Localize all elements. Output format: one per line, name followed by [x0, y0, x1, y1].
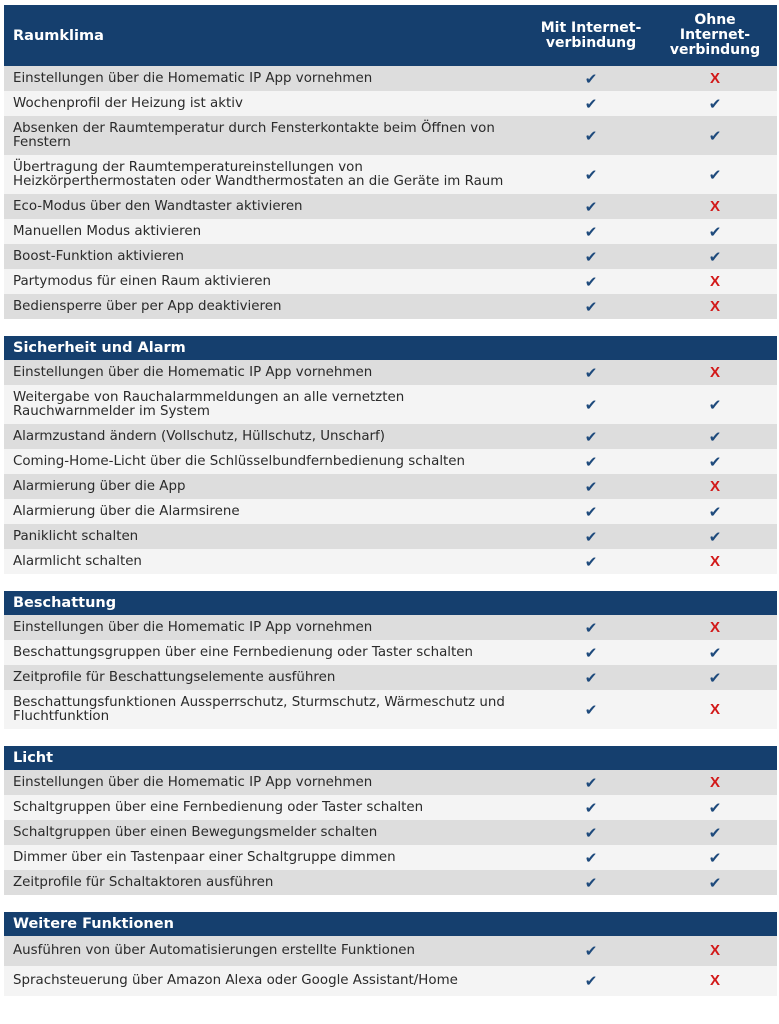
check-icon: ✔: [584, 823, 598, 842]
check-icon: ✔: [584, 363, 598, 382]
column-header-without-internet: Ohne Internet- verbindung: [669, 12, 761, 58]
check-icon: ✔: [584, 222, 598, 241]
feature-label: Weitergabe von Rauchalarmmeldungen an alle vernetzten Rauchwarnmelder im System: [13, 389, 405, 419]
table-row: [4, 870, 777, 895]
section-title: Weitere Funktionen: [13, 916, 174, 932]
table-row: [4, 770, 777, 795]
cross-icon: X: [709, 618, 720, 636]
feature-comparison-table: [4, 0, 777, 996]
feature-label: Beschattungsfunktionen Aussperrschutz, Sturmschutz, Wärmeschutz und Fluchtfunktion: [13, 694, 505, 724]
cross-icon: X: [709, 773, 720, 791]
feature-label: Alarmlicht schalten: [13, 553, 142, 569]
check-icon: ✔: [708, 452, 722, 471]
check-icon: ✔: [708, 94, 722, 113]
check-icon: ✔: [584, 873, 598, 892]
feature-label: Bediensperre über per App deaktivieren: [13, 298, 282, 314]
feature-label: Beschattungsgruppen über eine Fernbedienung oder Taster schalten: [13, 644, 473, 660]
table-row: [4, 116, 777, 155]
cross-icon: X: [709, 700, 720, 718]
section-header: [4, 591, 777, 615]
section-title: Sicherheit und Alarm: [13, 340, 186, 356]
check-icon: ✔: [708, 798, 722, 817]
check-icon: ✔: [584, 69, 598, 88]
feature-label: Ausführen von über Automatisierungen erstellte Funktionen: [13, 943, 416, 958]
check-icon: ✔: [708, 222, 722, 241]
check-icon: ✔: [708, 643, 722, 662]
section-weitere-funktionen: [4, 912, 777, 996]
cross-icon: X: [709, 197, 720, 215]
check-icon: ✔: [708, 395, 722, 414]
feature-label: Zeitprofile für Beschattungselemente ausführen: [13, 669, 336, 685]
check-icon: ✔: [584, 126, 598, 145]
check-icon: ✔: [584, 618, 598, 637]
check-icon: ✔: [584, 942, 598, 960]
feature-label: Übertragung der Raumtemperatureinstellungen von Heizkörperthermostaten oder Wandthermostaten an die Geräte im Raum: [13, 159, 504, 189]
section-header: [4, 746, 777, 770]
feature-label: Dimmer über ein Tastenpaar einer Schaltgruppe dimmen: [13, 849, 396, 865]
check-icon: ✔: [708, 848, 722, 867]
table-row: [4, 549, 777, 574]
table-row: [4, 66, 777, 91]
cross-icon: X: [709, 363, 720, 381]
check-icon: ✔: [584, 452, 598, 471]
table-row: [4, 219, 777, 244]
check-icon: ✔: [708, 823, 722, 842]
table-row: [4, 385, 777, 424]
table-row: [4, 424, 777, 449]
table-row: [4, 269, 777, 294]
check-icon: ✔: [584, 427, 598, 446]
feature-label: Einstellungen über die Homematic IP App vornehmen: [13, 70, 373, 86]
feature-label: Absenken der Raumtemperatur durch Fensterkontakte beim Öffnen von Fenstern: [13, 120, 495, 150]
check-icon: ✔: [708, 126, 722, 145]
feature-label: Zeitprofile für Schaltaktoren ausführen: [13, 874, 274, 890]
feature-label: Einstellungen über die Homematic IP App vornehmen: [13, 364, 373, 380]
check-icon: ✔: [708, 502, 722, 521]
table-row: [4, 294, 777, 319]
check-icon: ✔: [584, 527, 598, 546]
section-title: Licht: [13, 750, 54, 766]
column-header-with-internet: Mit Internet- verbindung: [540, 19, 642, 51]
check-icon: ✔: [584, 165, 598, 184]
check-icon: ✔: [584, 477, 598, 496]
table-row: [4, 640, 777, 665]
check-icon: ✔: [584, 773, 598, 792]
check-icon: ✔: [584, 700, 598, 719]
check-icon: ✔: [584, 197, 598, 216]
feature-label: Alarmzustand ändern (Vollschutz, Hüllschutz, Unscharf): [13, 428, 385, 444]
check-icon: ✔: [584, 643, 598, 662]
cross-icon: X: [709, 69, 720, 87]
feature-label: Manuellen Modus aktivieren: [13, 223, 202, 239]
check-icon: ✔: [584, 395, 598, 414]
table-row: [4, 449, 777, 474]
feature-label: Schaltgruppen über eine Fernbedienung oder Taster schalten: [13, 799, 424, 815]
feature-label: Alarmierung über die App: [13, 478, 186, 494]
cross-icon: X: [709, 942, 720, 959]
table-row: [4, 499, 777, 524]
check-icon: ✔: [584, 668, 598, 687]
check-icon: ✔: [584, 247, 598, 266]
table-row: [4, 360, 777, 385]
table-row: [4, 615, 777, 640]
section-header: [4, 912, 777, 936]
cross-icon: X: [709, 552, 720, 570]
feature-label: Einstellungen über die Homematic IP App vornehmen: [13, 619, 373, 635]
table-row: [4, 244, 777, 269]
section-licht: [4, 746, 777, 895]
check-icon: ✔: [584, 798, 598, 817]
check-icon: ✔: [584, 848, 598, 867]
cross-icon: X: [709, 477, 720, 495]
feature-label: Partymodus für einen Raum aktivieren: [13, 273, 271, 289]
feature-label: Wochenprofil der Heizung ist aktiv: [13, 95, 243, 111]
check-icon: ✔: [584, 972, 598, 990]
check-icon: ✔: [584, 94, 598, 113]
table-row: [4, 665, 777, 690]
section-header: [4, 336, 777, 360]
feature-label: Paniklicht schalten: [13, 528, 139, 544]
table-row: [4, 795, 777, 820]
check-icon: ✔: [708, 873, 722, 892]
cross-icon: X: [709, 297, 720, 315]
check-icon: ✔: [708, 165, 722, 184]
section-title: Beschattung: [13, 595, 117, 611]
feature-label: Coming-Home-Licht über die Schlüsselbundfernbedienung schalten: [13, 453, 466, 469]
feature-label: Schaltgruppen über einen Bewegungsmelder schalten: [13, 824, 378, 840]
table-row: [4, 820, 777, 845]
table-row: [4, 936, 777, 966]
table-row: [4, 155, 777, 194]
feature-label: Alarmierung über die Alarmsirene: [13, 503, 240, 519]
table-row: [4, 690, 777, 729]
feature-label: Einstellungen über die Homematic IP App vornehmen: [13, 774, 373, 790]
feature-label: Boost-Funktion aktivieren: [13, 248, 184, 264]
check-icon: ✔: [708, 527, 722, 546]
table-row: [4, 966, 777, 996]
cross-icon: X: [709, 972, 720, 989]
table-row: [4, 524, 777, 549]
section-beschattung: [4, 591, 777, 729]
section-raumklima: [4, 5, 777, 319]
feature-label: Sprachsteuerung über Amazon Alexa oder Google Assistant/Home: [13, 973, 458, 988]
check-icon: ✔: [584, 502, 598, 521]
feature-label: Eco-Modus über den Wandtaster aktivieren: [13, 198, 303, 214]
table-row: [4, 474, 777, 499]
table-row: [4, 845, 777, 870]
check-icon: ✔: [708, 427, 722, 446]
table-header: [4, 5, 777, 66]
check-icon: ✔: [584, 297, 598, 316]
table-row: [4, 91, 777, 116]
section-sicherheit-und-alarm: [4, 336, 777, 574]
table-row: [4, 194, 777, 219]
cross-icon: X: [709, 272, 720, 290]
check-icon: ✔: [584, 272, 598, 291]
section-title: Raumklima: [13, 27, 104, 44]
check-icon: ✔: [708, 247, 722, 266]
check-icon: ✔: [584, 552, 598, 571]
check-icon: ✔: [708, 668, 722, 687]
